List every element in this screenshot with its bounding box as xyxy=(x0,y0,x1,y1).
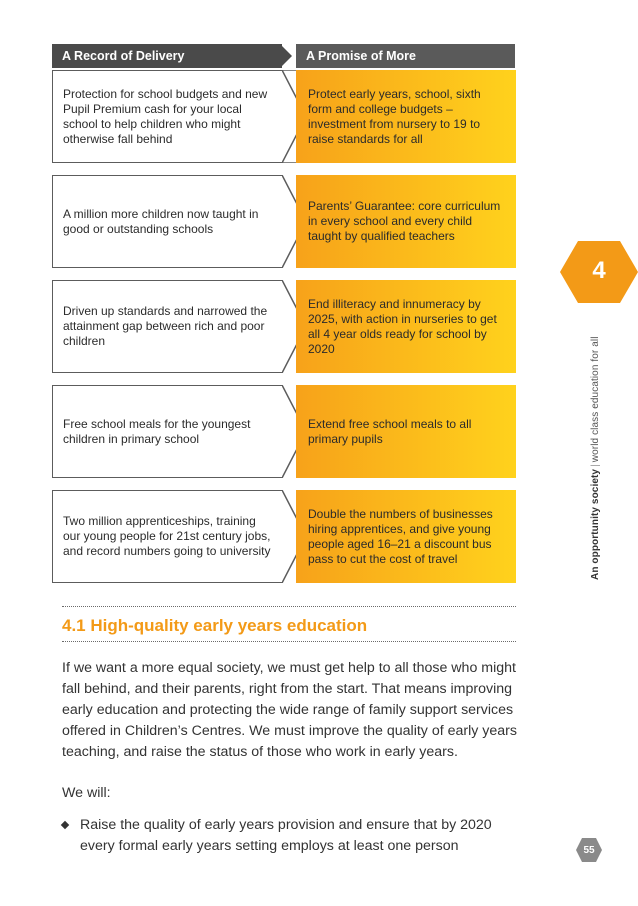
promise-text: End illiteracy and innumeracy by 2025, with action in nurseries to get all 4 year olds ready for school by 2020 xyxy=(308,296,497,356)
table-row xyxy=(52,490,516,583)
running-title-separator: | xyxy=(590,464,601,467)
table-row xyxy=(52,70,516,163)
table-row xyxy=(52,175,516,268)
section-title: 4.1 High-quality early years education xyxy=(62,616,368,635)
table-row xyxy=(52,385,516,478)
chapter-running-title xyxy=(590,336,601,580)
chapter-hexagon-icon xyxy=(560,241,638,303)
row-left-cell xyxy=(52,175,282,268)
page-number: 55 xyxy=(583,845,595,856)
table-row xyxy=(52,280,516,373)
promise-text: Protect early years, school, sixth form and college budgets – investment from nursery to 19 to raise standards for all xyxy=(308,86,481,146)
promise-of-more-header: A Promise of More xyxy=(296,44,515,68)
row-left-cell xyxy=(52,385,282,478)
promise-text: Parents’ Guarantee: core curriculum in every school and every child taught by qualified teachers xyxy=(308,199,501,243)
running-title-bold: An opportunity society xyxy=(590,468,601,580)
bullet-item: Raise the quality of early years provision and ensure that by 2020 every formal early years setting employs at least one person xyxy=(80,817,492,854)
row-right-cell xyxy=(296,385,516,478)
row-right-cell xyxy=(296,175,516,268)
promise-text: Double the numbers of businesses hiring apprentices, and give young people aged 16–21 a discount bus pass to cut the cost of travel xyxy=(308,506,493,566)
delivery-text: A million more children now taught in good or outstanding schools xyxy=(63,206,259,236)
chapter-number: 4 xyxy=(592,257,606,284)
row-left-cell xyxy=(52,490,282,583)
record-of-delivery-header: A Record of Delivery xyxy=(52,44,282,68)
section-divider-top xyxy=(62,606,516,607)
delivery-text: Two million apprenticeships, training our young people for 21st century jobs, and record numbers going to university xyxy=(63,514,271,558)
row-left-cell xyxy=(52,280,282,373)
we-will-label: We will: xyxy=(62,785,111,801)
body-paragraph: If we want a more equal society, we must get help to all those who might fall behind, and their parents, right from the start. That means improving early education and protecting the wide range of family support services offered in Children’s Centres. We must improve the quality of early years teaching, and raise the status of those who work in early years. xyxy=(62,660,517,760)
section-divider-bottom xyxy=(62,641,516,642)
page-number-hexagon-icon xyxy=(576,837,602,863)
bullet-diamond-icon xyxy=(61,821,69,829)
running-title-rest: world class education for all xyxy=(590,336,601,463)
delivery-text: Protection for school budgets and new Pupil Premium cash for your local school to help children who might otherwise fall behind xyxy=(63,86,268,146)
row-right-cell xyxy=(296,490,516,583)
promise-text: Extend free school meals to all primary pupils xyxy=(308,416,472,446)
row-left-cell xyxy=(52,70,282,163)
row-right-cell xyxy=(296,70,516,163)
delivery-text: Driven up standards and narrowed the attainment gap between rich and poor children xyxy=(63,304,268,348)
delivery-text: Free school meals for the youngest children in primary school xyxy=(63,416,251,446)
row-right-cell xyxy=(296,280,516,373)
